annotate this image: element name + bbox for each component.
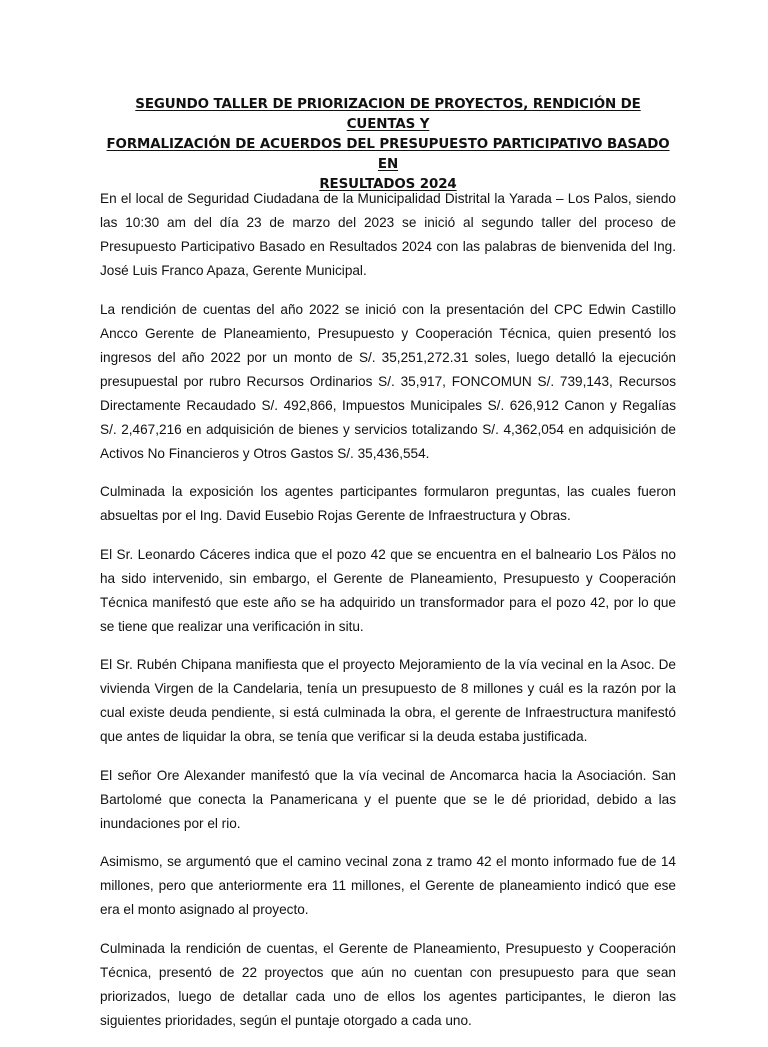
paragraph-caceres: El Sr. Leonardo Cáceres indica que el pozo 42 que se encuentra en el balneario Los Pälos no ha sido intervenido, sin embargo, el Gerente de Planeamiento, Presupuesto y Cooperación Técnica manifestó que este año se ha adquirido un transformador para el pozo 42, por lo que se tiene que realizar una verificación in situ.: [100, 546, 676, 634]
title-line: SEGUNDO TALLER DE PRIORIZACION DE PROYECTOS, RENDICIÓN DE CUENTAS Y: [135, 97, 641, 132]
title-line: FORMALIZACIÓN DE ACUERDOS DEL PRESUPUESTO PARTICIPATIVO BASADO EN: [106, 137, 670, 172]
document-title: [100, 95, 676, 195]
paragraph-ore: El señor Ore Alexander manifestó que la vía vecinal de Ancomarca hacia la Asociación. San Bartolomé que conecta la Panamericana y el puente que se le dé prioridad, debido a las inundaciones por el rio.: [100, 767, 676, 831]
paragraph-questions: Culminada la exposición los agentes participantes formularon preguntas, las cuales fueron absueltas por el Ing. David Eusebio Rojas Gerente de Infraestructura y Obras.: [100, 484, 676, 523]
paragraph-opening: En el local de Seguridad Ciudadana de la Municipalidad Distrital la Yarada – Los Palos, siendo las 10:30 am del día 23 de marzo del 2023 se inició al segundo taller del proceso de Presupuesto Participativo Basado en Resultados 2024 con las palabras de bienvenida del Ing. José Luis Franco Apaza, Gerente Municipal.: [100, 191, 676, 278]
paragraph-chipana: El Sr. Rubén Chipana manifiesta que el proyecto Mejoramiento de la vía vecinal en la Asoc. De vivienda Virgen de la Candelaria, tenía un presupuesto de 8 millones y cuál es la razón por la cual existe deuda pendiente, si está culminada la obra, el gerente de Infraestructura manifestó que antes de liquidar la obra, se tenía que verificar si la deuda estaba justificada.: [100, 657, 676, 744]
document-body: [100, 187, 676, 1047]
paragraph-projects: Culminada la rendición de cuentas, el Gerente de Planeamiento, Presupuesto y Cooperación Técnica, presentó de 22 proyectos que aún no cuentan con presupuesto para que sean priorizados, luego de detallar cada uno de ellos los agentes participantes, le dieron las siguientes prioridades, según el puntaje otorgado a cada uno.: [100, 940, 676, 1028]
paragraph-camino-vecinal: Asimismo, se argumentó que el camino vecinal zona z tramo 42 el monto informado fue de 14 millones, pero que anteriormente era 11 millones, el Gerente de planeamiento indicó que ese era el monto asignado al proyecto.: [100, 854, 676, 917]
paragraph-accountability: La rendición de cuentas del año 2022 se inició con la presentación del CPC Edwin Castillo Ancco Gerente de Planeamiento, Presupuesto y Cooperación Técnica, quien presentó los ingresos del año 2022 por un monto de S/. 35,251,272.31 soles, luego detalló la ejecución presupuestal por rubro Recursos Ordinarios S/. 35,917, FONCOMUN S/. 739,143, Recursos Directamente Recaudado S/. 492,866, Impuestos Municipales S/. 626,912 Canon y Regalías S/. 2,467,216 en adquisición de bienes y servicios totalizando S/. 4,362,054 en adquisición de Activos No Financieros y Otros Gastos S/. 35,436,554.: [100, 301, 676, 461]
title-line: RESULTADOS 2024: [319, 177, 457, 192]
